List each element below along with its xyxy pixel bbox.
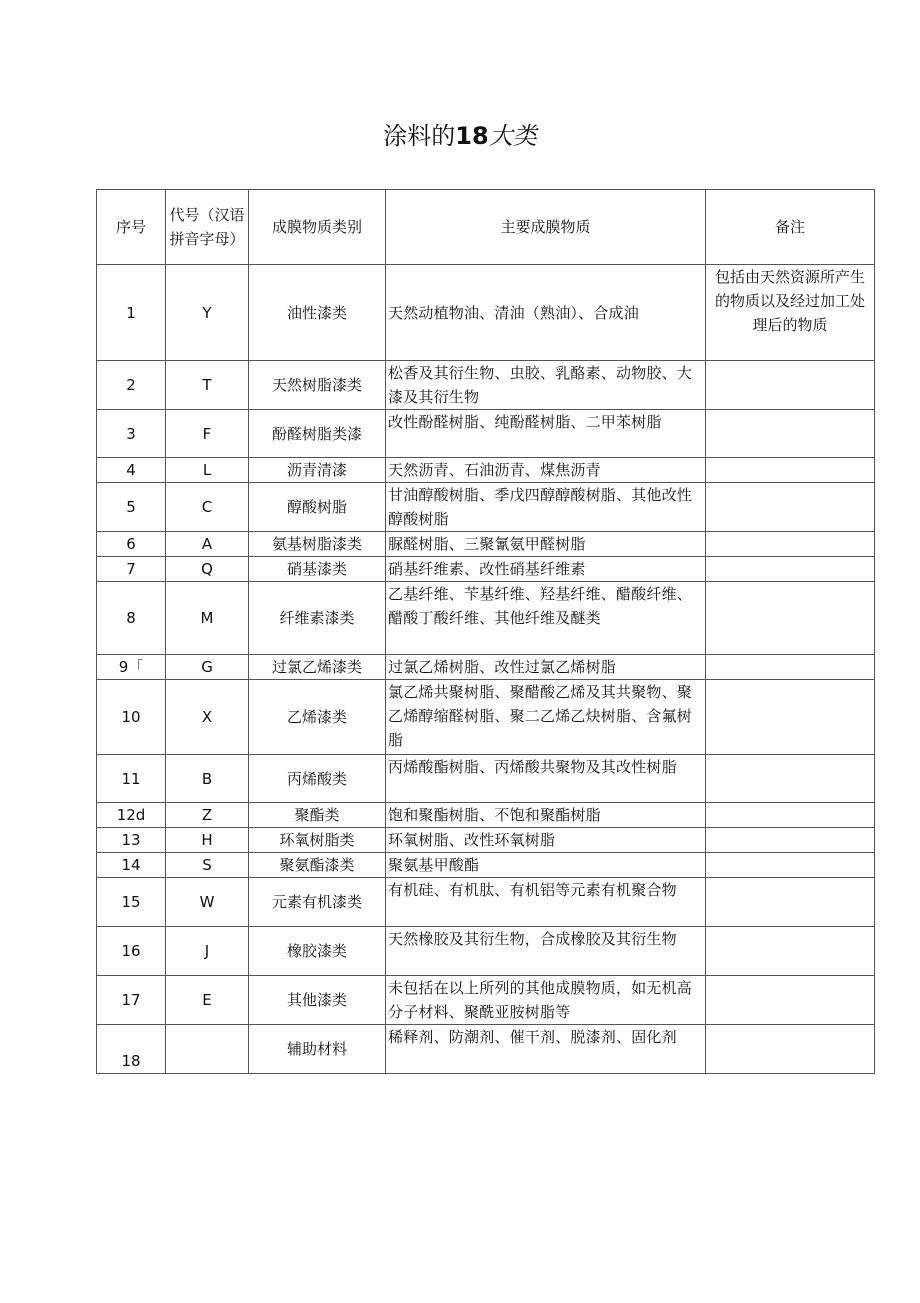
row-main-substance: 天然沥青、石油沥青、煤焦沥青 [386,458,706,483]
coating-categories-table [96,189,875,1074]
header-main: 主要成膜物质 [386,190,706,265]
row-main-substance: 天然橡胶及其衍生物，合成橡胶及其衍生物 [386,927,706,976]
table-row [97,557,875,582]
table-row [97,803,875,828]
row-no: 16 [97,927,166,976]
row-main-substance: 未包括在以上所列的其他成膜物质，如无机高分子材料、聚酰亚胺树脂等 [386,976,706,1025]
row-category: 沥青清漆 [249,458,386,483]
row-code: G [166,655,249,680]
row-no: 3 [97,410,166,458]
row-no: 13 [97,828,166,853]
table-row [97,582,875,655]
row-no: 18 [97,1025,166,1074]
row-code: W [166,878,249,927]
table-row [97,265,875,361]
header-category: 成膜物质类别 [249,190,386,265]
table-row [97,1025,875,1074]
title-number: 18 [455,122,489,150]
row-note [706,361,875,410]
row-note [706,532,875,557]
row-no: 8 [97,582,166,655]
table-row [97,361,875,410]
row-main-substance: 有机硅、有机肽、有机铝等元素有机聚合物 [386,878,706,927]
row-main-substance: 环氧树脂、改性环氧树脂 [386,828,706,853]
row-note [706,582,875,655]
row-code: Q [166,557,249,582]
table-row [97,927,875,976]
table-row [97,755,875,803]
row-note [706,878,875,927]
row-note [706,458,875,483]
row-main-substance: 聚氨基甲酸酯 [386,853,706,878]
row-no: 9「 [97,655,166,680]
row-code: E [166,976,249,1025]
row-no: 5 [97,483,166,532]
title-prefix: 涂料的 [383,122,456,150]
row-note [706,803,875,828]
row-no: 15 [97,878,166,927]
row-code: B [166,755,249,803]
row-note [706,853,875,878]
row-main-substance: 过氯乙烯树脂、改性过氯乙烯树脂 [386,655,706,680]
row-main-substance: 改性酚醛树脂、纯酚醛树脂、二甲苯树脂 [386,410,706,458]
row-no: 6 [97,532,166,557]
row-main-substance: 丙烯酸酯树脂、丙烯酸共聚物及其改性树脂 [386,755,706,803]
document-title [0,118,920,154]
row-no: 10 [97,680,166,755]
row-no: 11 [97,755,166,803]
row-note [706,557,875,582]
row-note [706,828,875,853]
row-code: M [166,582,249,655]
row-category: 氨基树脂漆类 [249,532,386,557]
table-row [97,853,875,878]
row-code: L [166,458,249,483]
row-no: 14 [97,853,166,878]
row-no: 4 [97,458,166,483]
table-row [97,410,875,458]
row-category: 油性漆类 [249,265,386,361]
title-suffix: 大类 [488,122,537,150]
table-row [97,655,875,680]
row-code: A [166,532,249,557]
row-category: 聚酯类 [249,803,386,828]
row-category: 硝基漆类 [249,557,386,582]
row-code: H [166,828,249,853]
row-note: 包括由天然资源所产生的物质以及经过加工处理后的物质 [706,265,875,361]
table-row [97,680,875,755]
row-category: 聚氨酯漆类 [249,853,386,878]
row-main-substance: 甘油醇酸树脂、季戊四醇醇酸树脂、其他改性醇酸树脂 [386,483,706,532]
row-category: 纤维素漆类 [249,582,386,655]
row-code: Z [166,803,249,828]
row-main-substance: 乙基纤维、苄基纤维、羟基纤维、醋酸纤维、醋酸丁酸纤维、其他纤维及醚类 [386,582,706,655]
row-note [706,680,875,755]
table-row [97,976,875,1025]
row-main-substance: 硝基纤维素、改性硝基纤维素 [386,557,706,582]
row-code: F [166,410,249,458]
row-main-substance: 脲醛树脂、三聚氰氨甲醛树脂 [386,532,706,557]
row-main-substance: 松香及其衍生物、虫胶、乳酪素、动物胶、大漆及其衍生物 [386,361,706,410]
header-no: 序号 [97,190,166,265]
row-note [706,755,875,803]
row-no: 7 [97,557,166,582]
table-row [97,483,875,532]
row-category: 其他漆类 [249,976,386,1025]
header-note: 备注 [706,190,875,265]
row-code [166,1025,249,1074]
row-code: Y [166,265,249,361]
row-main-substance: 天然动植物油、清油（熟油）、合成油 [386,265,706,361]
row-note [706,410,875,458]
row-note [706,483,875,532]
row-no: 2 [97,361,166,410]
row-no: 12d [97,803,166,828]
row-note [706,1025,875,1074]
row-main-substance: 氯乙烯共聚树脂、聚醋酸乙烯及其共聚物、聚乙烯醇缩醛树脂、聚二乙烯乙炔树脂、含氟树脂 [386,680,706,755]
row-category: 乙烯漆类 [249,680,386,755]
row-no: 1 [97,265,166,361]
row-category: 丙烯酸类 [249,755,386,803]
row-code: C [166,483,249,532]
header-code: 代号（汉语拼音字母） [166,190,249,265]
row-code: J [166,927,249,976]
row-category: 辅助材料 [249,1025,386,1074]
row-category: 环氧树脂类 [249,828,386,853]
row-note [706,927,875,976]
row-no: 17 [97,976,166,1025]
table-row [97,828,875,853]
table-row [97,532,875,557]
row-note [706,976,875,1025]
row-code: T [166,361,249,410]
table-row [97,878,875,927]
table-row [97,458,875,483]
row-category: 醇酸树脂 [249,483,386,532]
row-category: 橡胶漆类 [249,927,386,976]
row-category: 过氯乙烯漆类 [249,655,386,680]
row-category: 酚醛树脂类漆 [249,410,386,458]
row-code: S [166,853,249,878]
row-note [706,655,875,680]
row-code: X [166,680,249,755]
header-row [97,190,875,265]
row-main-substance: 饱和聚酯树脂、不饱和聚酯树脂 [386,803,706,828]
row-category: 天然树脂漆类 [249,361,386,410]
row-main-substance: 稀释剂、防潮剂、催干剂、脱漆剂、固化剂 [386,1025,706,1074]
row-category: 元素有机漆类 [249,878,386,927]
